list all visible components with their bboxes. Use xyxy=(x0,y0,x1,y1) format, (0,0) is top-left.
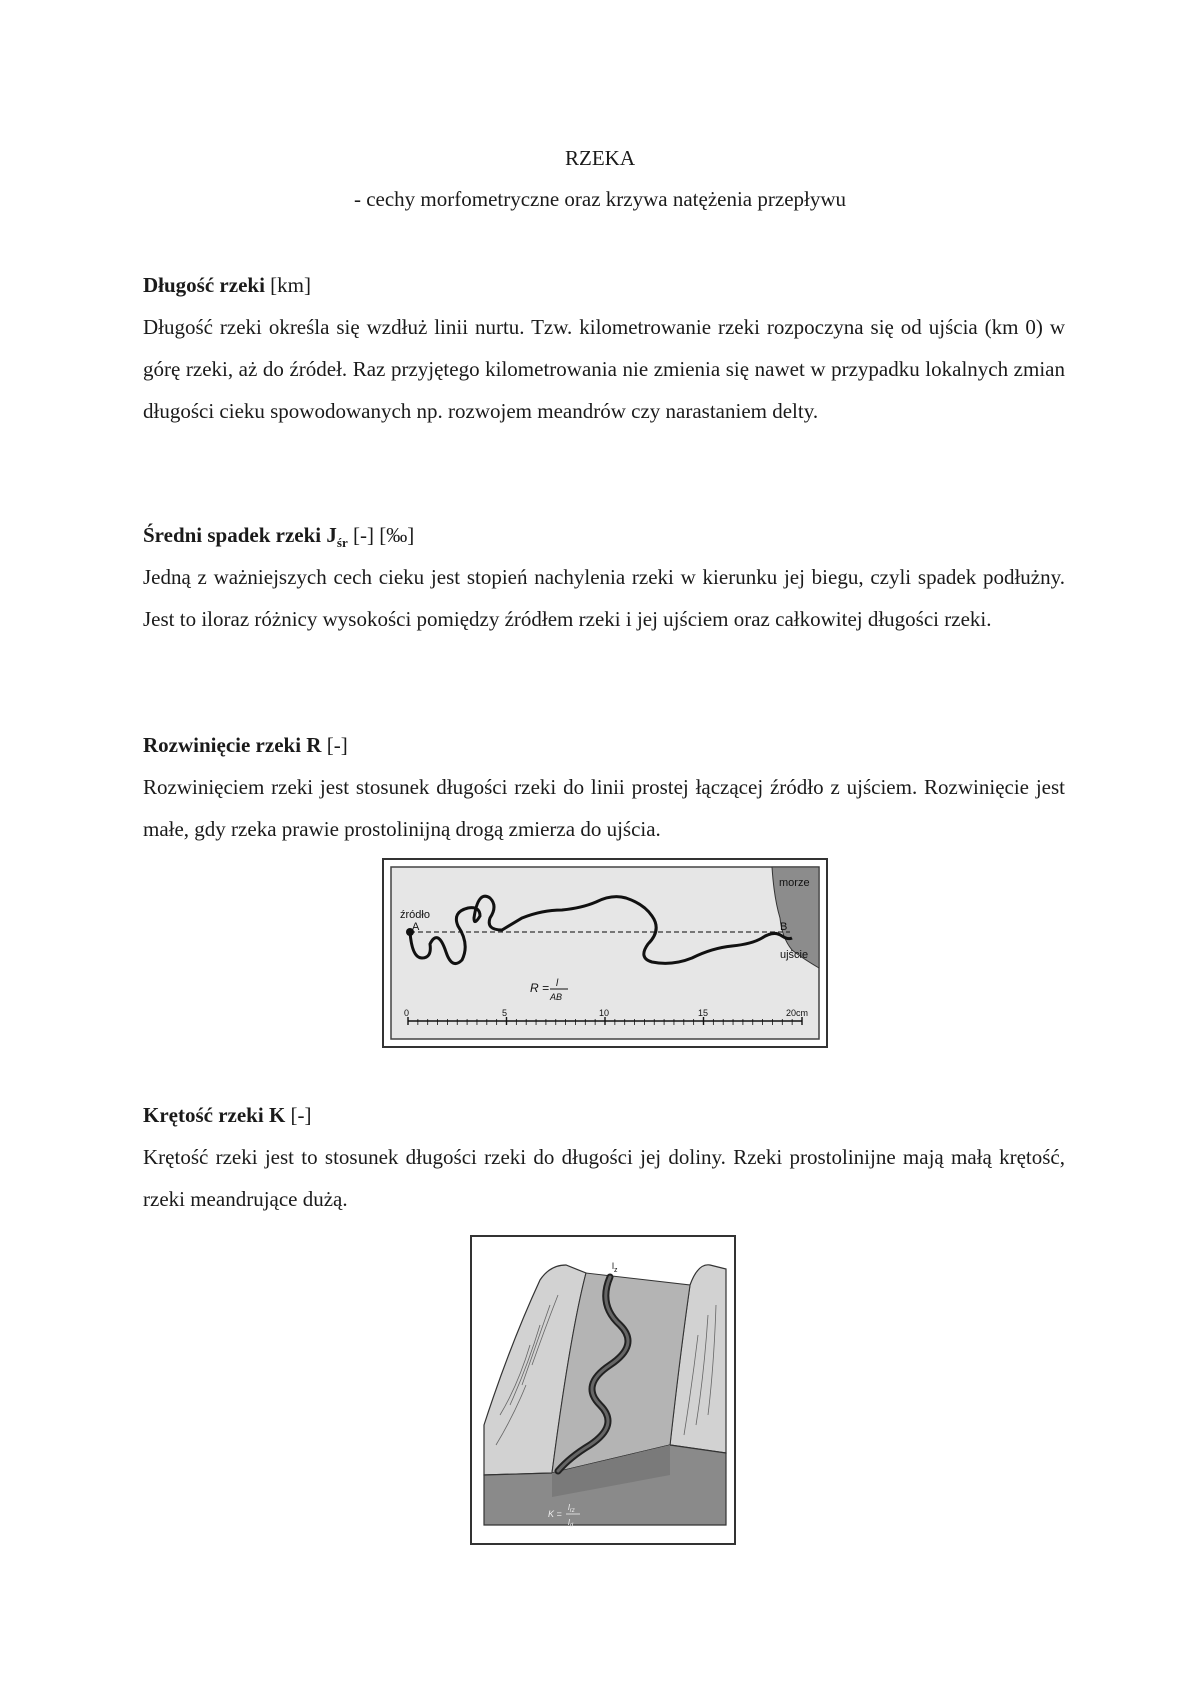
scale-label-0: 0 xyxy=(404,1008,410,1018)
scale-label-15: 15 xyxy=(698,1008,709,1018)
figure-river-development xyxy=(382,858,828,1048)
scale-label-5: 5 xyxy=(502,1008,508,1018)
label-point-b: B xyxy=(780,921,788,933)
scale-label-10: 10 xyxy=(599,1008,610,1018)
section-average-slope xyxy=(143,520,1065,640)
figure-river-sinuosity xyxy=(470,1235,736,1545)
formula-r-lhs: R = xyxy=(530,981,550,995)
heading-bold: Rozwinięcie rzeki R xyxy=(143,733,322,757)
section-paragraph: Krętość rzeki jest to stosunek długości rzeki do długości jej doliny. Rzeki prostolinijne mają małą krętość, rzeki meandrujące dużą. xyxy=(143,1145,1065,1211)
river-sinuosity-diagram xyxy=(470,1235,736,1545)
label-point-a: A xyxy=(412,921,420,933)
section-heading xyxy=(143,1100,1065,1130)
heading-bold: Średni spadek rzeki J xyxy=(143,523,337,547)
scale-label-20: 20cm xyxy=(786,1008,809,1018)
heading-unit: [km] xyxy=(264,273,311,297)
formula-k-denominator: $l_d$ xyxy=(568,1518,574,1529)
page-title: RZEKA xyxy=(565,146,635,170)
formula-k-lhs: K = xyxy=(548,1509,562,1519)
label-source: źródło xyxy=(400,909,430,921)
label-valley-length: $l_z$ xyxy=(612,1261,618,1274)
section-river-development xyxy=(143,730,1065,850)
section-river-length xyxy=(143,270,1065,432)
section-paragraph: Jedną z ważniejszych cech cieku jest stopień nachylenia rzeki w kierunku jej biegu, czyli spadek podłużny. Jest to iloraz różnicy wysokości pomiędzy źródłem rzeki i jej ujściem oraz całkowitej długości rzeki. xyxy=(143,565,1065,631)
heading-unit: [-] xyxy=(285,1103,312,1127)
formula-k-numerator: $l_{rz}$ xyxy=(568,1503,575,1514)
heading-bold: Krętość rzeki K xyxy=(143,1103,286,1127)
section-heading xyxy=(143,520,1065,550)
page-subtitle: - cechy morfometryczne oraz krzywa natężenia przepływu xyxy=(353,187,847,211)
formula-r-numerator: l xyxy=(556,978,559,989)
section-heading xyxy=(143,730,1065,760)
label-mouth: ujście xyxy=(780,949,809,961)
label-sea: morze xyxy=(779,877,810,889)
heading-unit: [-] xyxy=(321,733,348,757)
formula-r-denominator: AB xyxy=(550,992,563,1002)
river-development-diagram xyxy=(382,858,828,1048)
section-heading xyxy=(143,270,1065,300)
section-sinuosity xyxy=(143,1100,1065,1220)
heading-subscript: śr xyxy=(336,535,348,551)
section-paragraph: Długość rzeki określa się wzdłuż linii nurtu. Tzw. kilometrowanie rzeki rozpoczyna się od ujścia (km 0) w górę rzeki, aż do źródeł. Raz przyjętego kilometrowania nie zmienia się nawet w przypadku lokalnych zmian długości cieku spowodowanych np. rozwojem meandrów czy narastaniem delty. xyxy=(143,315,1065,423)
heading-unit: [-] [‰] xyxy=(347,523,415,547)
section-paragraph: Rozwinięciem rzeki jest stosunek długości rzeki do linii prostej łączącej źródło z ujściem. Rozwinięcie jest małe, gdy rzeka prawie prostolinijną drogą zmierza do ujścia. xyxy=(143,775,1065,841)
heading-bold: Długość rzeki xyxy=(143,273,265,297)
